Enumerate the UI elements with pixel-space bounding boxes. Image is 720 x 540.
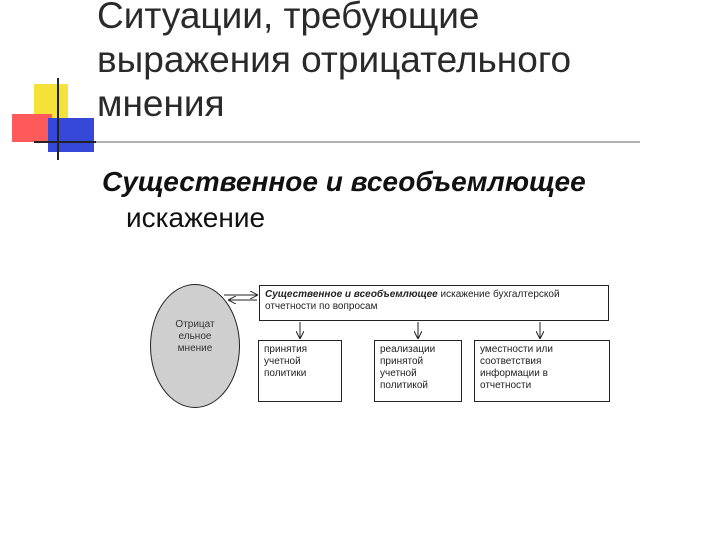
policy-adoption-node: принятия учетной политики xyxy=(258,340,342,402)
distortion-rest: искажение бухгалтерской отчетности по вопросам xyxy=(265,289,560,312)
slide-subtitle-rest: искажение xyxy=(126,202,266,233)
information-relevance-node: уместности или соответствия информации в отчетности xyxy=(474,340,610,402)
policy-implementation-node: реализации принятой учетной политикой xyxy=(374,340,462,402)
distortion-emphasis: Существенное и всеобъемлющее xyxy=(265,289,438,300)
negative-opinion-label: Отрицат ельное мнение xyxy=(175,319,215,354)
slide-title: Ситуации, требующие выражения отрицательного мнения xyxy=(97,0,572,124)
slide-subtitle: Существенное и всеобъемлющее xyxy=(102,166,586,197)
